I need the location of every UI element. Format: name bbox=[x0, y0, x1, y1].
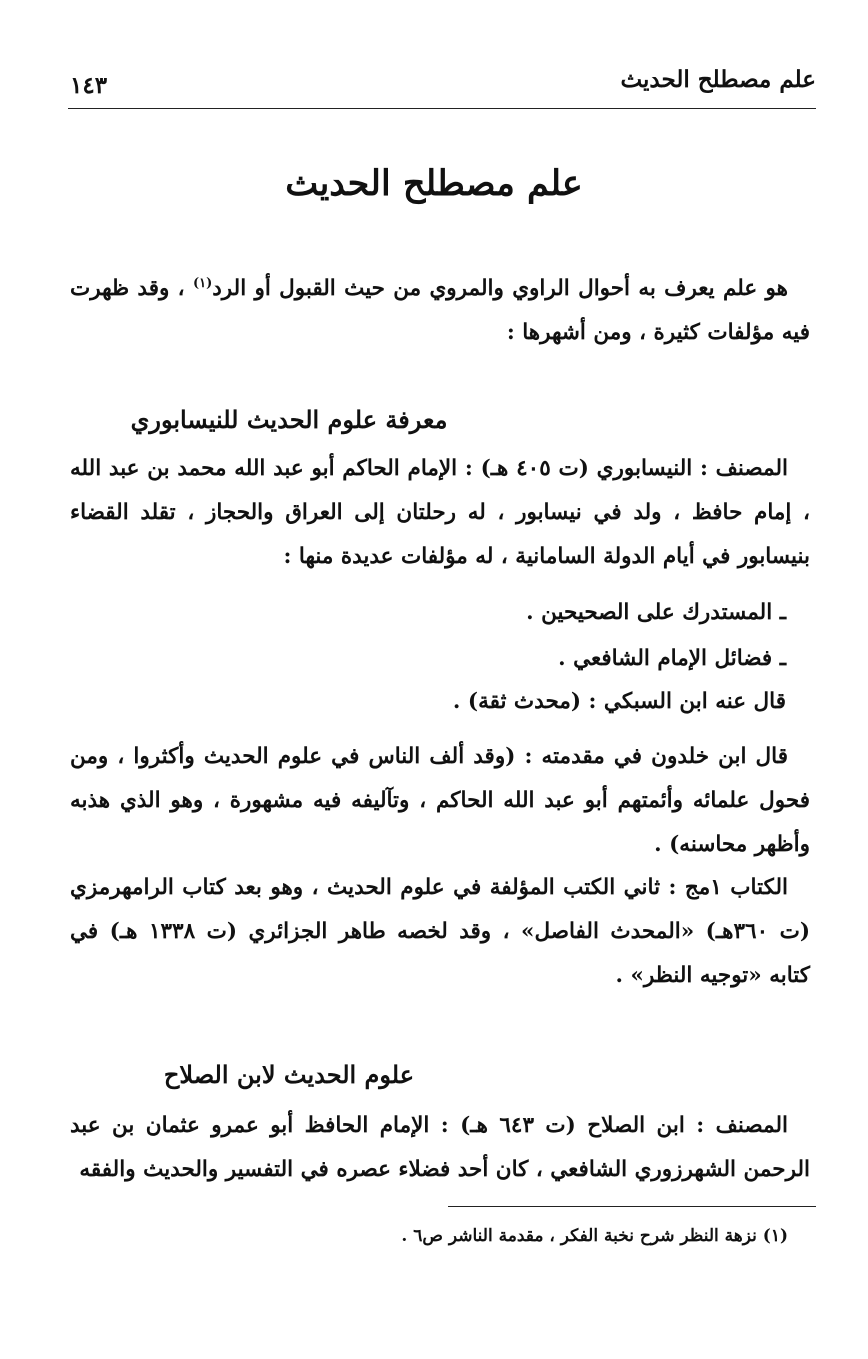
work-item: ـ المستدرك على الصحيحين . bbox=[526, 600, 786, 625]
section-heading-ibn-salah: علوم الحديث لابن الصلاح bbox=[163, 1060, 415, 1089]
footnote-divider bbox=[448, 1206, 816, 1207]
intro-text: هو علم يعرف به أحوال الراوي والمروي من حيث القبول أو الرد bbox=[212, 276, 788, 302]
running-header bbox=[68, 62, 816, 109]
chapter-title: علم مصطلح الحديث bbox=[285, 163, 583, 204]
page-number: ١٤٣ bbox=[70, 72, 108, 99]
quote-subki: قال عنه ابن السبكي : (محدث ثقة) . bbox=[452, 689, 786, 714]
work-item: ـ فضائل الإمام الشافعي . bbox=[558, 646, 786, 671]
book-paragraph: الكتاب ١مج : ثاني الكتب المؤلفة في علوم الحديث ، وهو بعد كتاب الرامهرمزي (ت ٣٦٠هـ) «المحدث الفاصل» ، وقد لخصه طاهر الجزائري (ت ١٣٣٨ هـ) في كتابه «توجيه النظر» . bbox=[70, 875, 810, 988]
footnote: (١) نزهة النظر شرح نخبة الفكر ، مقدمة الناشر ص٦ . bbox=[401, 1226, 788, 1246]
running-title: علم مصطلح الحديث bbox=[620, 66, 816, 93]
quote-ibn-khaldun: قال ابن خلدون في مقدمته : (وقد ألف الناس في علوم الحديث وأكثروا ، ومن فحول علمائه وأئمتهم أبو عبد الله الحاكم ، وتآليفه فيه مشهورة ، وهو الذي هذبه وأظهر محاسنه) . bbox=[70, 744, 810, 857]
author-paragraph-nisaburi: المصنف : النيسابوري (ت ٤٠٥ هـ) : الإمام الحاكم أبو عبد الله محمد بن عبد الله ، إمام حافظ ، ولد في نيسابور ، له رحلتان إلى العراق والحجاز ، تقلد القضاء بنيسابور في أيام الدولة السامانية ، له مؤلفات عديدة منها : bbox=[70, 456, 810, 569]
intro-text-continued: ، وقد ظهرت فيه مؤلفات كثيرة ، ومن أشهرها : bbox=[70, 276, 810, 346]
intro-paragraph bbox=[70, 262, 810, 355]
footnote-reference[interactable]: (١) bbox=[192, 276, 213, 291]
author-paragraph-ibn-salah: المصنف : ابن الصلاح (ت ٦٤٣ هـ) : الإمام الحافظ أبو عمرو عثمان بن عبد الرحمن الشهرزوري الشافعي ، كان أحد فضلاء عصره في التفسير والحديث والفقه bbox=[70, 1113, 810, 1182]
section-heading-nisaburi: معرفة علوم الحديث للنيسابوري bbox=[130, 405, 448, 434]
